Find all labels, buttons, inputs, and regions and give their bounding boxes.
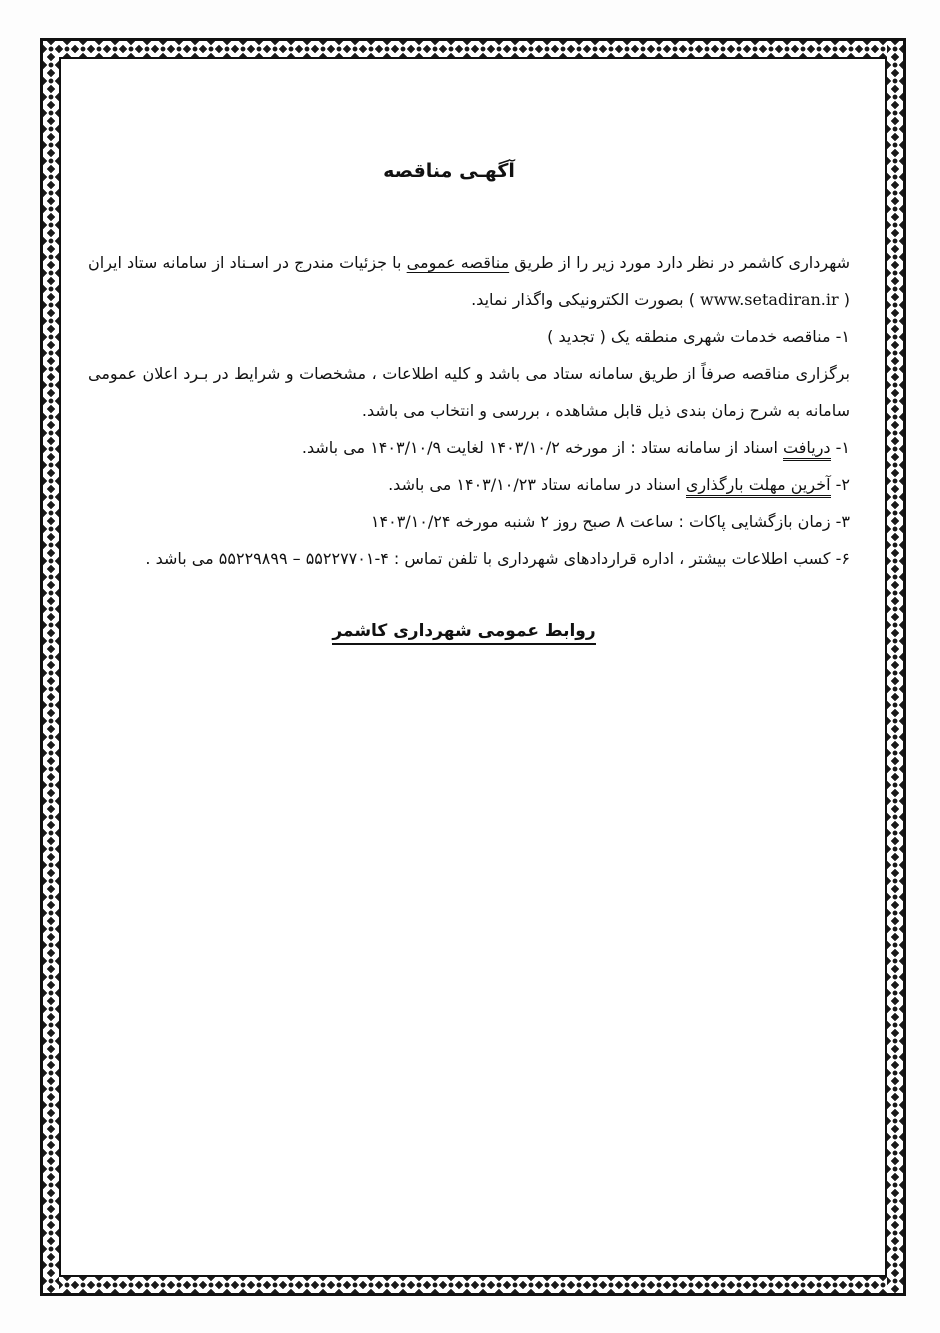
notice-title: آگهـی مناقصه [383, 160, 515, 182]
tender-type: مناقصه عمومی [406, 253, 510, 272]
signature-text: روابط عمومی شهرداری کاشمر [332, 621, 595, 645]
item-title: ۱- مناقصه خدمات شهری منطقه یک ( تجدید ) [547, 327, 850, 346]
schedule-item-opening [88, 503, 850, 540]
border-band-left [43, 41, 59, 1293]
schedule-number: ۲- [830, 475, 850, 494]
border-band-right [887, 41, 903, 1293]
contact-paragraph: ۶- کسب اطلاعات بیشتر ، اداره قراردادهای شهرداری با تلفن تماس : ۴-۵۵۲۲۷۷۰۱ – ۵۵۲۲۹۸۹۹ می باشد . [145, 549, 850, 568]
schedule-keyword: دریافت [783, 438, 831, 461]
notice-body [88, 160, 850, 641]
border-band-bottom [43, 1277, 903, 1293]
intro-text-2: با جزئیات مندرج در اسـناد از سامانه ستاد ایران ( [88, 253, 850, 309]
border-band-top [43, 41, 903, 57]
intro-text-1: شهرداری کاشمر در نظر دارد مورد زیر را از طریق [514, 253, 850, 272]
intro-text-3: ) بصورت الکترونیکی واگذار نماید. [471, 290, 695, 309]
schedule-item-deadline [88, 466, 850, 503]
schedule-item-receive [88, 429, 850, 466]
signature [88, 621, 850, 641]
schedule-number: ۱- [830, 438, 850, 457]
schedule-text: اسناد از سامانه ستاد : از مورخه ۱۴۰۳/۱۰/۲ لغایت ۱۴۰۳/۱۰/۹ می باشد. [301, 438, 783, 457]
schedule-text: اسناد در سامانه ستاد ۱۴۰۳/۱۰/۲۳ می باشد. [388, 475, 686, 494]
conditions-paragraph: برگزاری مناقصه صرفاً از طریق سامانه ستاد می باشد و کلیه اطلاعات ، مشخصات و شرایط در بـرد اعلان عمومی سامانه به شرح زمان بندی ذیل قابل مشاهده ، بررسی و انتخاب می باشد. [88, 364, 850, 420]
schedule-keyword: آخرین مهلت بارگذاری [686, 475, 831, 498]
website-link[interactable]: www.setadiran.ir [700, 290, 839, 309]
schedule-text: ۳- زمان بازگشایی پاکات : ساعت ۸ صبح روز ۲ شنبه مورخه ۱۴۰۳/۱۰/۲۴ [370, 512, 850, 531]
intro-paragraph [88, 244, 850, 318]
